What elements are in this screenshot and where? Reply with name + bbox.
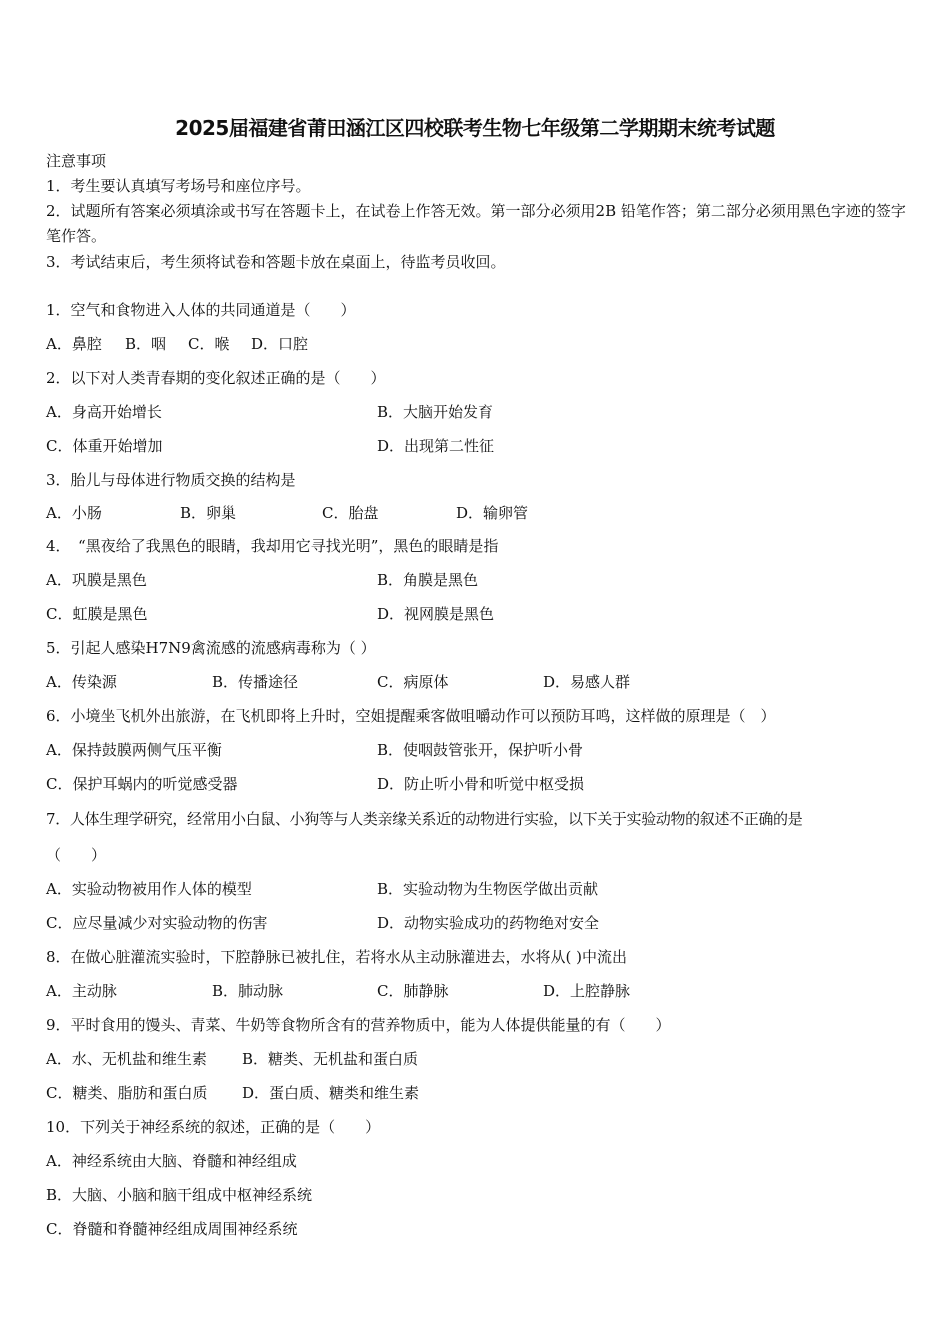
option: D．上腔静脉: [543, 982, 631, 1000]
option: D．防止听小骨和听觉中枢受损: [377, 775, 585, 793]
option: C．病原体: [377, 673, 449, 691]
option: B．实验动物为生物医学做出贡献: [377, 880, 599, 898]
option: C．体重开始增加: [46, 437, 163, 455]
option: C．胎盘: [322, 504, 379, 522]
option: B．大脑开始发育: [377, 403, 494, 421]
question-stem: 4． “黑夜给了我黑色的眼睛，我却用它寻找光明”，黑色的眼睛是指: [46, 537, 499, 555]
option: D．蛋白质、糖类和维生素: [242, 1084, 420, 1102]
option: A．鼻腔: [46, 335, 102, 353]
option: A．传染源: [46, 673, 117, 691]
option: A．神经系统由大脑、脊髓和神经组成: [46, 1152, 297, 1170]
option: B．肺动脉: [212, 982, 284, 1000]
option: B．卵巢: [180, 504, 237, 522]
option: D．视网膜是黑色: [377, 605, 495, 623]
option: A．实验动物被用作人体的模型: [46, 880, 252, 898]
option: C．应尽量减少对实验动物的伤害: [46, 914, 268, 932]
option: C．肺静脉: [377, 982, 449, 1000]
option: C．虹膜是黑色: [46, 605, 148, 623]
option: B．使咽鼓管张开，保护听小骨: [377, 741, 584, 759]
question-stem: 8．在做心脏灌流实验时，下腔静脉已被扎住，若将水从主动脉灌进去，水将从( )中流出: [46, 948, 628, 966]
option: A．主动脉: [46, 982, 117, 1000]
question-stem: 9．平时食用的馒头、青菜、牛奶等食物所含有的营养物质中，能为人体提供能量的有（ ）: [46, 1016, 671, 1034]
question-stem: 6．小境坐飞机外出旅游，在飞机即将上升时，空姐提醒乘客做咀嚼动作可以预防耳鸣，这样做的原理是（ ）: [46, 707, 776, 725]
option: D．口腔: [251, 335, 309, 353]
option: D．出现第二性征: [377, 437, 495, 455]
notice-item: 1．考生要认真填写考场号和座位序号。: [46, 177, 311, 195]
option: C．喉: [188, 335, 230, 353]
question-stem: 5．引起人感染H7N9禽流感的流感病毒称为（ ）: [46, 639, 376, 657]
option: B．咽: [125, 335, 167, 353]
option: A．小肠: [46, 504, 102, 522]
notice-heading: 注意事项: [46, 152, 107, 170]
option: D．动物实验成功的药物绝对安全: [377, 914, 600, 932]
option: A．巩膜是黑色: [46, 571, 147, 589]
option: D．易感人群: [543, 673, 631, 691]
page-title: 2025届福建省莆田涵江区四校联考生物七年级第二学期期末统考试题: [175, 116, 775, 140]
option: D．输卵管: [456, 504, 529, 522]
option: C．脊髓和脊髓神经组成周围神经系统: [46, 1220, 298, 1238]
notice-item: 3．考试结束后，考生须将试卷和答题卡放在桌面上，待监考员收回。: [46, 253, 506, 271]
question-stem: 1．空气和食物进入人体的共同通道是（ ）: [46, 301, 356, 319]
question-stem: 2．以下对人类青春期的变化叙述正确的是（ ）: [46, 369, 386, 387]
option: A．保持鼓膜两侧气压平衡: [46, 741, 222, 759]
question-stem: 10．下列关于神经系统的叙述，正确的是（ ）: [46, 1118, 381, 1136]
option: A．水、无机盐和维生素: [46, 1050, 207, 1068]
option: B．角膜是黑色: [377, 571, 479, 589]
option: A．身高开始增长: [46, 403, 162, 421]
option: C．糖类、脂肪和蛋白质: [46, 1084, 208, 1102]
option: B．糖类、无机盐和蛋白质: [242, 1050, 419, 1068]
question-stem: 7．人体生理学研究，经常用小白鼠、小狗等与人类亲缘关系近的动物进行实验，以下关于实验动物的叙述不正确的是: [46, 810, 803, 828]
option: B．传播途径: [212, 673, 299, 691]
question-stem: 3．胎儿与母体进行物质交换的结构是: [46, 471, 296, 489]
question-stem-continued: （ ）: [46, 846, 107, 864]
option: C．保护耳蜗内的听觉感受器: [46, 775, 238, 793]
notice-item: 2．试题所有答案必须填涂或书写在答题卡上，在试卷上作答无效。第一部分必须用2B 铅笔作答；第二部分必须用黑色字迹的签字笔作答。: [46, 202, 906, 245]
option: B．大脑、小脑和脑干组成中枢神经系统: [46, 1186, 313, 1204]
